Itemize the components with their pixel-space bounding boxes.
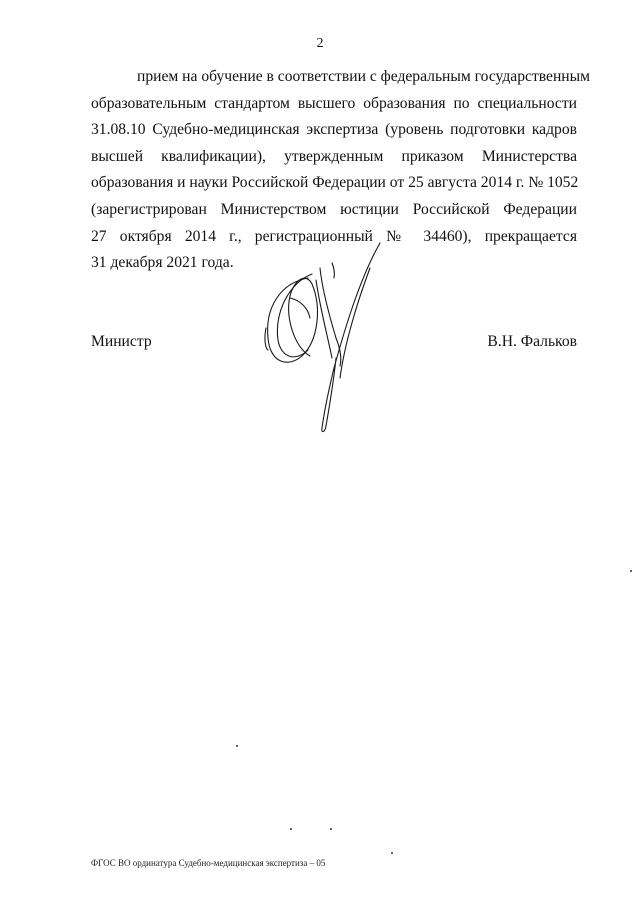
paragraph-line: образования и науки Российской Федерации от 25 августа 2014 г. № 1052	[91, 174, 579, 192]
paragraph-line: 31 декабря 2021 года.	[91, 254, 234, 272]
signatory-name: В.Н. Фальков	[487, 333, 577, 350]
scan-speck	[391, 852, 393, 854]
scan-speck	[330, 828, 332, 830]
document-footer: ФГОС ВО ординатура Судебно-медицинская экспертиза – 05	[91, 858, 326, 868]
scan-speck	[630, 570, 632, 572]
paragraph-line: 27 октября 2014 г., регистрационный № 34460), прекращается	[91, 227, 577, 245]
paragraph-line: высшей квалификации), утвержденным приказом Министерства	[91, 147, 577, 165]
paragraph-line: образовательным стандартом высшего образования по специальности	[91, 94, 577, 112]
scan-speck	[290, 828, 292, 830]
paragraph-line: (зарегистрирован Министерством юстиции Российской Федерации	[91, 200, 577, 218]
page-number: 2	[316, 36, 324, 51]
paragraph-line: прием на обучение в соответствии с федеральным государственным	[137, 68, 590, 85]
paragraph-line: 31.08.10 Судебно-медицинская экспертиза (уровень подготовки кадров	[91, 121, 577, 139]
handwritten-signature	[250, 238, 390, 438]
signatory-title: Министр	[91, 333, 152, 350]
scan-speck	[236, 745, 238, 747]
